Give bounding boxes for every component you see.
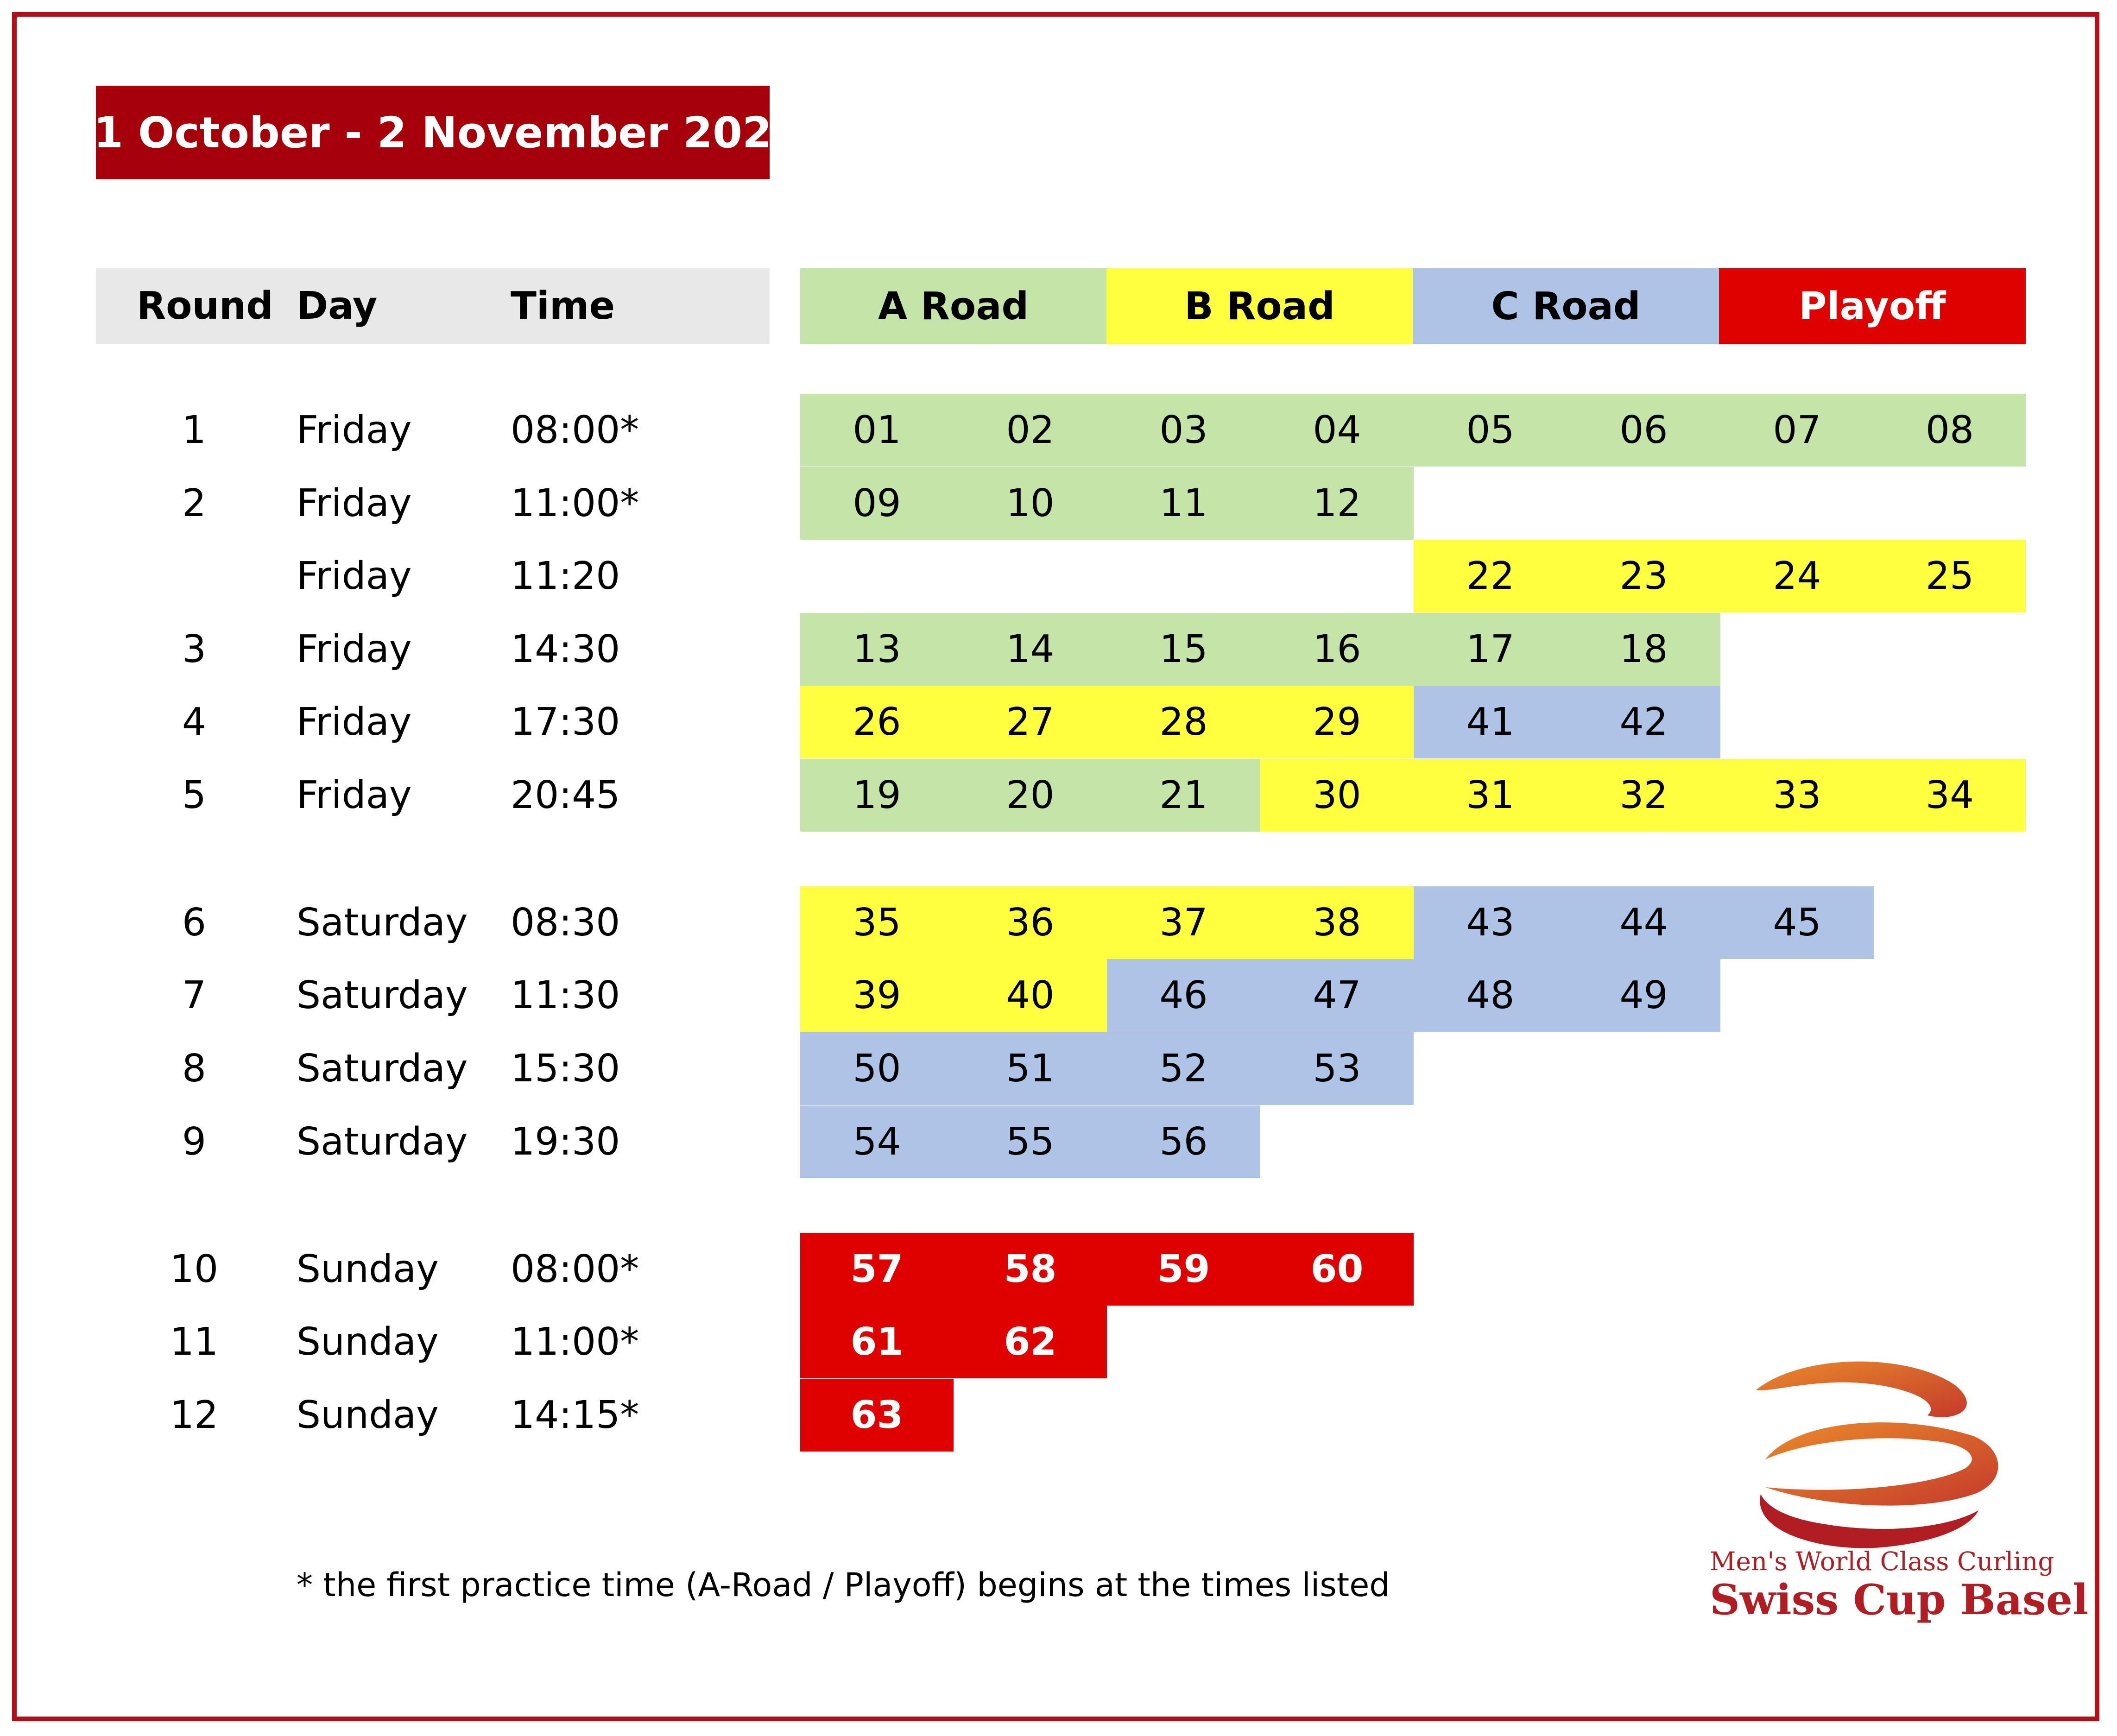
road-header-a-road: A Road xyxy=(800,268,1106,344)
game-cell: 48 xyxy=(1414,959,1567,1032)
road-header-playoff: Playoff xyxy=(1719,268,2026,344)
game-cell: 28 xyxy=(1107,686,1260,758)
game-cell: 60 xyxy=(1260,1233,1414,1306)
game-cell: 51 xyxy=(954,1032,1107,1105)
game-cell: 03 xyxy=(1107,394,1260,467)
date-banner: 31 October - 2 November 2025 xyxy=(96,86,770,179)
row-round: 8 xyxy=(182,1047,207,1091)
row-round: 4 xyxy=(182,700,207,744)
row-day: Friday xyxy=(297,627,412,671)
row-round xyxy=(142,540,246,612)
game-cell: 02 xyxy=(954,394,1107,467)
game-cell: 30 xyxy=(1260,759,1414,832)
game-cell: 15 xyxy=(1107,613,1260,686)
row-time: 19:30 xyxy=(511,1120,620,1164)
row-time: 11:00* xyxy=(511,481,639,525)
row-day: Friday xyxy=(297,773,412,817)
game-cell: 24 xyxy=(1720,540,1874,612)
row-time: 08:30 xyxy=(511,901,620,945)
game-cell: 62 xyxy=(954,1306,1107,1378)
game-cell: 40 xyxy=(954,959,1107,1032)
row-day: Saturday xyxy=(297,1047,468,1091)
game-cell: 22 xyxy=(1414,540,1567,612)
row-round: 3 xyxy=(182,627,207,671)
game-cell: 11 xyxy=(1107,467,1260,540)
row-time: 08:00* xyxy=(511,1247,639,1291)
row-round: 1 xyxy=(182,408,207,452)
row-day: Sunday xyxy=(297,1320,439,1364)
game-cell: 32 xyxy=(1567,759,1720,832)
row-time: 20:45 xyxy=(511,773,620,817)
header-round: Round xyxy=(137,284,273,328)
game-cell: 06 xyxy=(1567,394,1720,467)
game-cell: 63 xyxy=(800,1379,954,1452)
row-day: Sunday xyxy=(297,1393,439,1437)
game-cell: 05 xyxy=(1414,394,1567,467)
row-time: 11:30 xyxy=(511,973,620,1017)
game-cell: 18 xyxy=(1567,613,1720,686)
game-cell: 13 xyxy=(800,613,954,686)
game-cell: 53 xyxy=(1260,1032,1414,1105)
game-cell: 17 xyxy=(1414,613,1567,686)
game-cell: 61 xyxy=(800,1306,954,1378)
header-time: Time xyxy=(511,284,615,328)
game-cell: 09 xyxy=(800,467,954,540)
row-time: 11:00* xyxy=(511,1320,639,1364)
game-cell: 34 xyxy=(1874,759,2026,832)
row-time: 11:20 xyxy=(511,554,620,598)
game-cell: 37 xyxy=(1107,886,1260,959)
game-cell: 49 xyxy=(1567,959,1720,1032)
game-cell: 41 xyxy=(1414,686,1567,758)
row-time: 15:30 xyxy=(511,1047,620,1091)
road-header-b-road: B Road xyxy=(1106,268,1413,344)
game-cell: 21 xyxy=(1107,759,1260,832)
game-cell: 58 xyxy=(954,1233,1107,1306)
row-round: 6 xyxy=(182,901,207,945)
row-round: 2 xyxy=(182,481,207,525)
game-cell: 57 xyxy=(800,1233,954,1306)
row-time: 08:00* xyxy=(511,408,639,452)
game-cell: 26 xyxy=(800,686,954,758)
game-cell: 25 xyxy=(1874,540,2026,612)
game-cell: 08 xyxy=(1874,394,2026,467)
game-cell: 39 xyxy=(800,959,954,1032)
row-time: 14:30 xyxy=(511,627,620,671)
game-cell: 07 xyxy=(1720,394,1874,467)
game-cell: 27 xyxy=(954,686,1107,758)
row-time: 17:30 xyxy=(511,700,620,744)
game-cell: 50 xyxy=(800,1032,954,1105)
row-day: Saturday xyxy=(297,973,468,1017)
row-day: Friday xyxy=(297,408,412,452)
game-cell: 56 xyxy=(1107,1105,1260,1178)
game-cell: 36 xyxy=(954,886,1107,959)
game-cell: 35 xyxy=(800,886,954,959)
row-day: Friday xyxy=(297,554,412,598)
row-day: Saturday xyxy=(297,901,468,945)
road-header-c-road: C Road xyxy=(1413,268,1719,344)
game-cell: 29 xyxy=(1260,686,1414,758)
game-cell: 19 xyxy=(800,759,954,832)
row-day: Friday xyxy=(297,700,412,744)
game-cell: 16 xyxy=(1260,613,1414,686)
game-cell: 31 xyxy=(1414,759,1567,832)
header-day: Day xyxy=(297,284,378,328)
row-day: Sunday xyxy=(297,1247,439,1291)
game-cell: 38 xyxy=(1260,886,1414,959)
row-time: 14:15* xyxy=(511,1393,639,1437)
game-cell: 59 xyxy=(1107,1233,1260,1306)
row-day: Friday xyxy=(297,481,412,525)
row-round: 7 xyxy=(182,973,207,1017)
game-cell: 12 xyxy=(1260,467,1414,540)
row-round: 11 xyxy=(170,1320,219,1364)
game-cell: 14 xyxy=(954,613,1107,686)
game-cell: 54 xyxy=(800,1105,954,1178)
game-cell: 10 xyxy=(954,467,1107,540)
game-cell: 43 xyxy=(1414,886,1567,959)
row-round: 5 xyxy=(182,773,207,817)
game-cell: 33 xyxy=(1720,759,1874,832)
logo-title: Swiss Cup Basel xyxy=(1710,1575,2089,1624)
game-cell: 04 xyxy=(1260,394,1414,467)
game-cell: 55 xyxy=(954,1105,1107,1178)
row-day: Saturday xyxy=(297,1120,468,1164)
game-cell: 45 xyxy=(1720,886,1874,959)
row-round: 12 xyxy=(170,1393,219,1437)
footnote: * the first practice time (A-Road / Playoff) begins at the times listed xyxy=(297,1566,1390,1604)
game-cell: 52 xyxy=(1107,1032,1260,1105)
game-cell: 47 xyxy=(1260,959,1414,1032)
row-round: 10 xyxy=(170,1247,219,1291)
game-cell: 46 xyxy=(1107,959,1260,1032)
game-cell: 44 xyxy=(1567,886,1720,959)
game-cell: 20 xyxy=(954,759,1107,832)
game-cell: 01 xyxy=(800,394,954,467)
logo-tagline: Men's World Class Curling xyxy=(1710,1547,2054,1576)
game-cell: 42 xyxy=(1567,686,1720,758)
game-cell: 23 xyxy=(1567,540,1720,612)
row-round: 9 xyxy=(182,1120,207,1164)
